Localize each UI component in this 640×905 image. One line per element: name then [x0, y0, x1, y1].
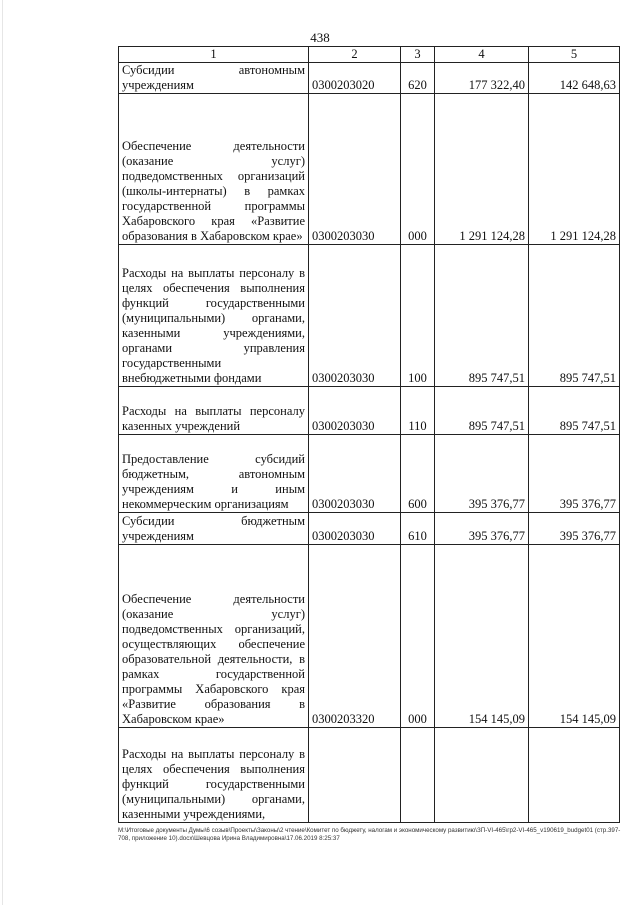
row-code: 0300203030 — [309, 245, 401, 387]
table-row — [119, 387, 620, 435]
row-amount-5: 895 747,51 — [529, 245, 620, 387]
row-name: Расходы на выплаты персоналу в целях обеспечения выполнения функций государственными (муниципальными) органами, казенными учреждениями, — [119, 728, 309, 823]
row-kind: 110 — [401, 387, 435, 435]
header-col-4: 4 — [435, 47, 529, 63]
header-col-5: 5 — [529, 47, 620, 63]
table-row — [119, 545, 620, 728]
budget-table — [118, 46, 620, 823]
row-amount-4: 895 747,51 — [435, 245, 529, 387]
page-number: 438 — [310, 30, 330, 45]
row-amount-4: 1 291 124,28 — [435, 94, 529, 245]
row-name: Обеспечение деятельности (оказание услуг) подведомственных организаций, осуществляющих обеспечение образовательной деятельности, в рамках государственной программы Хабаровского края «Развитие образования в Хабаровском крае» — [119, 545, 309, 728]
row-kind — [401, 728, 435, 823]
row-kind: 100 — [401, 245, 435, 387]
row-amount-4: 395 376,77 — [435, 513, 529, 545]
table-row — [119, 513, 620, 545]
scan-edge-line — [2, 0, 3, 905]
row-code: 0300203030 — [309, 435, 401, 513]
row-amount-5: 142 648,63 — [529, 63, 620, 94]
row-amount-4 — [435, 728, 529, 823]
row-name: Расходы на выплаты персоналу в целях обеспечения выполнения функций государственными (муниципальными) органами, казенными учреждениями, органами управления государственными внебюджетными фондами — [119, 245, 309, 387]
table-row — [119, 435, 620, 513]
table-row — [119, 728, 620, 823]
row-name: Обеспечение деятельности (оказание услуг) подведомственных организаций (школы-интернаты) в рамках государственной программы Хабаровского края «Развитие образования в Хабаровском крае» — [119, 94, 309, 245]
row-kind: 600 — [401, 435, 435, 513]
row-amount-5: 1 291 124,28 — [529, 94, 620, 245]
row-amount-4: 177 322,40 — [435, 63, 529, 94]
row-name: Предоставление субсидий бюджетным, автономным учреждениям и иным некоммерческим организациям — [119, 435, 309, 513]
header-col-3: 3 — [401, 47, 435, 63]
header-col-2: 2 — [309, 47, 401, 63]
row-name: Субсидии бюджетным учреждениям — [119, 513, 309, 545]
row-kind: 000 — [401, 545, 435, 728]
row-code: 0300203320 — [309, 545, 401, 728]
row-amount-5: 895 747,51 — [529, 387, 620, 435]
row-amount-4: 154 145,09 — [435, 545, 529, 728]
row-amount-5: 395 376,77 — [529, 435, 620, 513]
row-kind: 620 — [401, 63, 435, 94]
table-header-row — [119, 47, 620, 63]
row-code: 0300203030 — [309, 387, 401, 435]
row-amount-5 — [529, 728, 620, 823]
table-row — [119, 63, 620, 94]
row-code: 0300203020 — [309, 63, 401, 94]
document-path-footer: M:\Итоговые документы Думы\6 созыв\Проекты\Законы\2 чтение\Комитет по бюджету, налогам и экономическому развитию\ЗП-VI-465\гр2-VI-465_v190619_budget01 (стр.397-708, приложение 10).docx\Шевцова Ирина Владимировна\17.06.2019 8:25:37 — [118, 827, 621, 842]
row-code: 0300203030 — [309, 94, 401, 245]
row-kind: 000 — [401, 94, 435, 245]
row-amount-5: 395 376,77 — [529, 513, 620, 545]
row-code: 0300203030 — [309, 513, 401, 545]
row-amount-4: 895 747,51 — [435, 387, 529, 435]
table-row — [119, 245, 620, 387]
table-row — [119, 94, 620, 245]
row-name: Субсидии автономным учреждениям — [119, 63, 309, 94]
header-col-1: 1 — [119, 47, 309, 63]
row-amount-4: 395 376,77 — [435, 435, 529, 513]
row-amount-5: 154 145,09 — [529, 545, 620, 728]
row-code — [309, 728, 401, 823]
row-name: Расходы на выплаты персоналу казенных учреждений — [119, 387, 309, 435]
row-kind: 610 — [401, 513, 435, 545]
